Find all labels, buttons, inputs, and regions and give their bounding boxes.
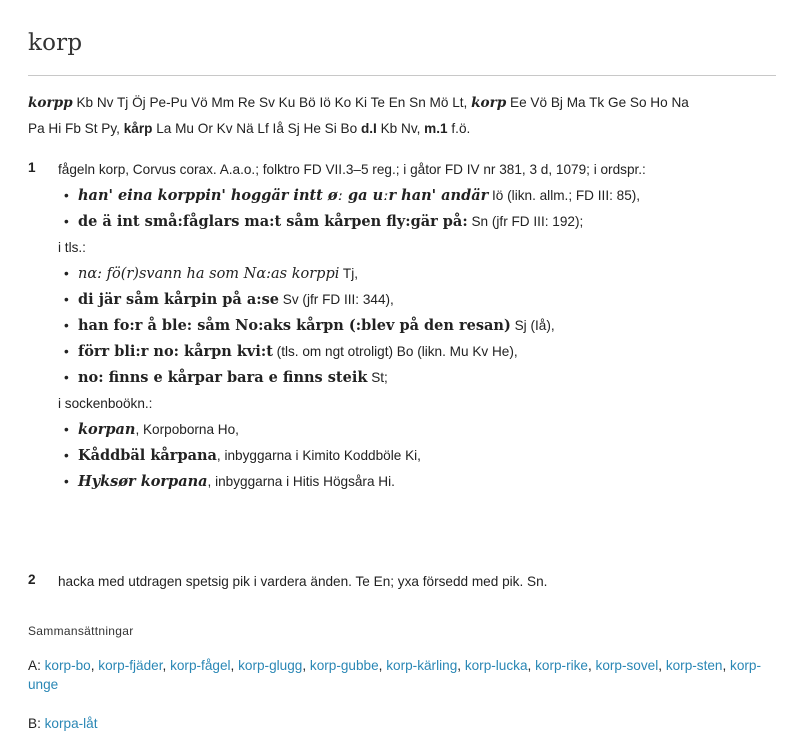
example-ref: Sv (jfr FD III: 344), [282,292,394,307]
variant-form: d.I [360,121,377,136]
example-ref: Iö (likn. allm.; FD III: 85), [492,188,641,203]
variant-places: Kb Nv Tj Öj Pe-Pu Vö Mm Re Sv Ku Bö Iö Ko Ki Te En Sn Mö Lt, [76,95,468,110]
dialect-quote: Hyksør korpana [78,473,208,490]
variant-form: korp [471,95,507,111]
page-title: korp [28,30,83,56]
usage-label: i sockenboökn.: [58,396,153,411]
variant-form: kårp [123,121,153,136]
compound-link[interactable]: korpa-låt [44,716,98,731]
compounds-a: A: korp-bo, korp-fjäder, korp-fågel, korp-glugg, korp-gubbe, korp-kärling, korp-lucka, korp-rike, korp-sovel, korp-sten, korp-unge [28,658,762,692]
sense-definition: hacka med utdragen spetsig pik i vardera änden. Te En; yxa försedd med pik. Sn. [58,574,548,589]
sense-definition: fågeln korp, Corvus corax. A.a.o.; folktro FD VII.3–5 reg.; i gåtor FD IV nr 381, 3 d, 1079; i ordspr.: [58,162,646,177]
compound-link[interactable]: korp-rike [535,658,588,673]
example-ref: , Korpoborna Ho, [135,422,239,437]
compounds-heading: Sammansättningar [28,624,134,638]
compound-link[interactable]: korp-sovel [595,658,659,673]
dialect-quote: no: finns e kårpar bara e finns steik [78,369,368,386]
variant-form: korpp [28,95,73,111]
compound-link[interactable]: korp-fågel [170,658,231,673]
example: • nɑ: fö(r)svann ha som Nɑ:as korppi Tj, [64,266,359,282]
dialect-quote: nɑ: fö(r)svann ha som Nɑ:as korppi [78,266,340,282]
example-ref: Sj (Iå), [514,318,555,333]
dialect-quote: Kåddbäl kårpana [78,447,217,464]
example-ref: (tls. om ngt otroligt) Bo (likn. Mu Kv He), [276,344,518,359]
variant-places: f.ö. [451,121,471,136]
variant-places: Kb Nv, [380,121,421,136]
variant-places: Pa Hi Fb St Py, [28,121,120,136]
example: • korpan, Korpoborna Ho, [64,421,239,438]
dialect-quote: korpan [78,421,136,438]
compound-link[interactable]: korp-bo [44,658,91,673]
usage-label: i tls.: [58,240,86,255]
example: • han fo:r å ble: såm No:aks kårpn (:blev på den resan) Sj (Iå), [64,317,555,334]
dialect-quote: han fo:r å ble: såm No:aks kårpn (:blev på den resan) [78,317,511,334]
example-ref: , inbyggarna i Hitis Högsåra Hi. [207,474,395,489]
example: • de ä int små:fåglars ma:t såm kårpen fly:gär på: Sn (jfr FD III: 192); [64,213,584,230]
example-ref: Tj, [342,266,359,281]
example-ref: St; [371,370,388,385]
example-ref: Sn (jfr FD III: 192); [471,214,584,229]
gender-label: m.1 [424,121,448,136]
sense-number: 2 [28,572,36,587]
compound-link[interactable]: korp-fjäder [98,658,163,673]
example: • no: finns e kårpar bara e finns steik St; [64,369,388,386]
compounds-a-label: A: [28,658,41,673]
example: • han' eina korppin' hoggär intt øː ga uːr han' andär Iö (likn. allm.; FD III: 85), [64,187,641,204]
example-ref: , inbyggarna i Kimito Koddböle Ki, [216,448,421,463]
dialect-quote: di jär såm kårpin på a:se [78,291,280,308]
compound-link[interactable]: korp-gubbe [309,658,379,673]
variant-places: La Mu Or Kv Nä Lf Iå Sj He Si Bo [156,121,358,136]
compound-link[interactable]: korp-sten [665,658,723,673]
title-divider [28,75,776,76]
dialect-quote: förr bli:r no: kårpn kvi:t [78,343,273,360]
compound-link[interactable]: korp-kärling [386,658,458,673]
compounds-b-label: B: [28,716,41,731]
sense-number: 1 [28,160,36,175]
variant-places: Ee Vö Bj Ma Tk Ge So Ho Na [510,95,689,110]
dialect-quote: de ä int små:fåglars ma:t såm kårpen fly:gär på: [78,213,468,230]
dialect-quote: han' eina korppin' hoggär intt øː ga uːr han' andär [78,187,489,204]
variant-forms [28,90,778,142]
example: • Kåddbäl kårpana, inbyggarna i Kimito Koddböle Ki, [64,447,421,464]
compounds-b [28,716,98,731]
compound-link[interactable]: korp-unge [28,658,762,692]
example: • förr bli:r no: kårpn kvi:t (tls. om ngt otroligt) Bo (likn. Mu Kv He), [64,343,518,360]
example: • Hyksør korpana, inbyggarna i Hitis Högsåra Hi. [64,473,395,490]
compound-link[interactable]: korp-lucka [464,658,528,673]
compound-link[interactable]: korp-glugg [238,658,303,673]
example: • di jär såm kårpin på a:se Sv (jfr FD III: 344), [64,291,394,308]
